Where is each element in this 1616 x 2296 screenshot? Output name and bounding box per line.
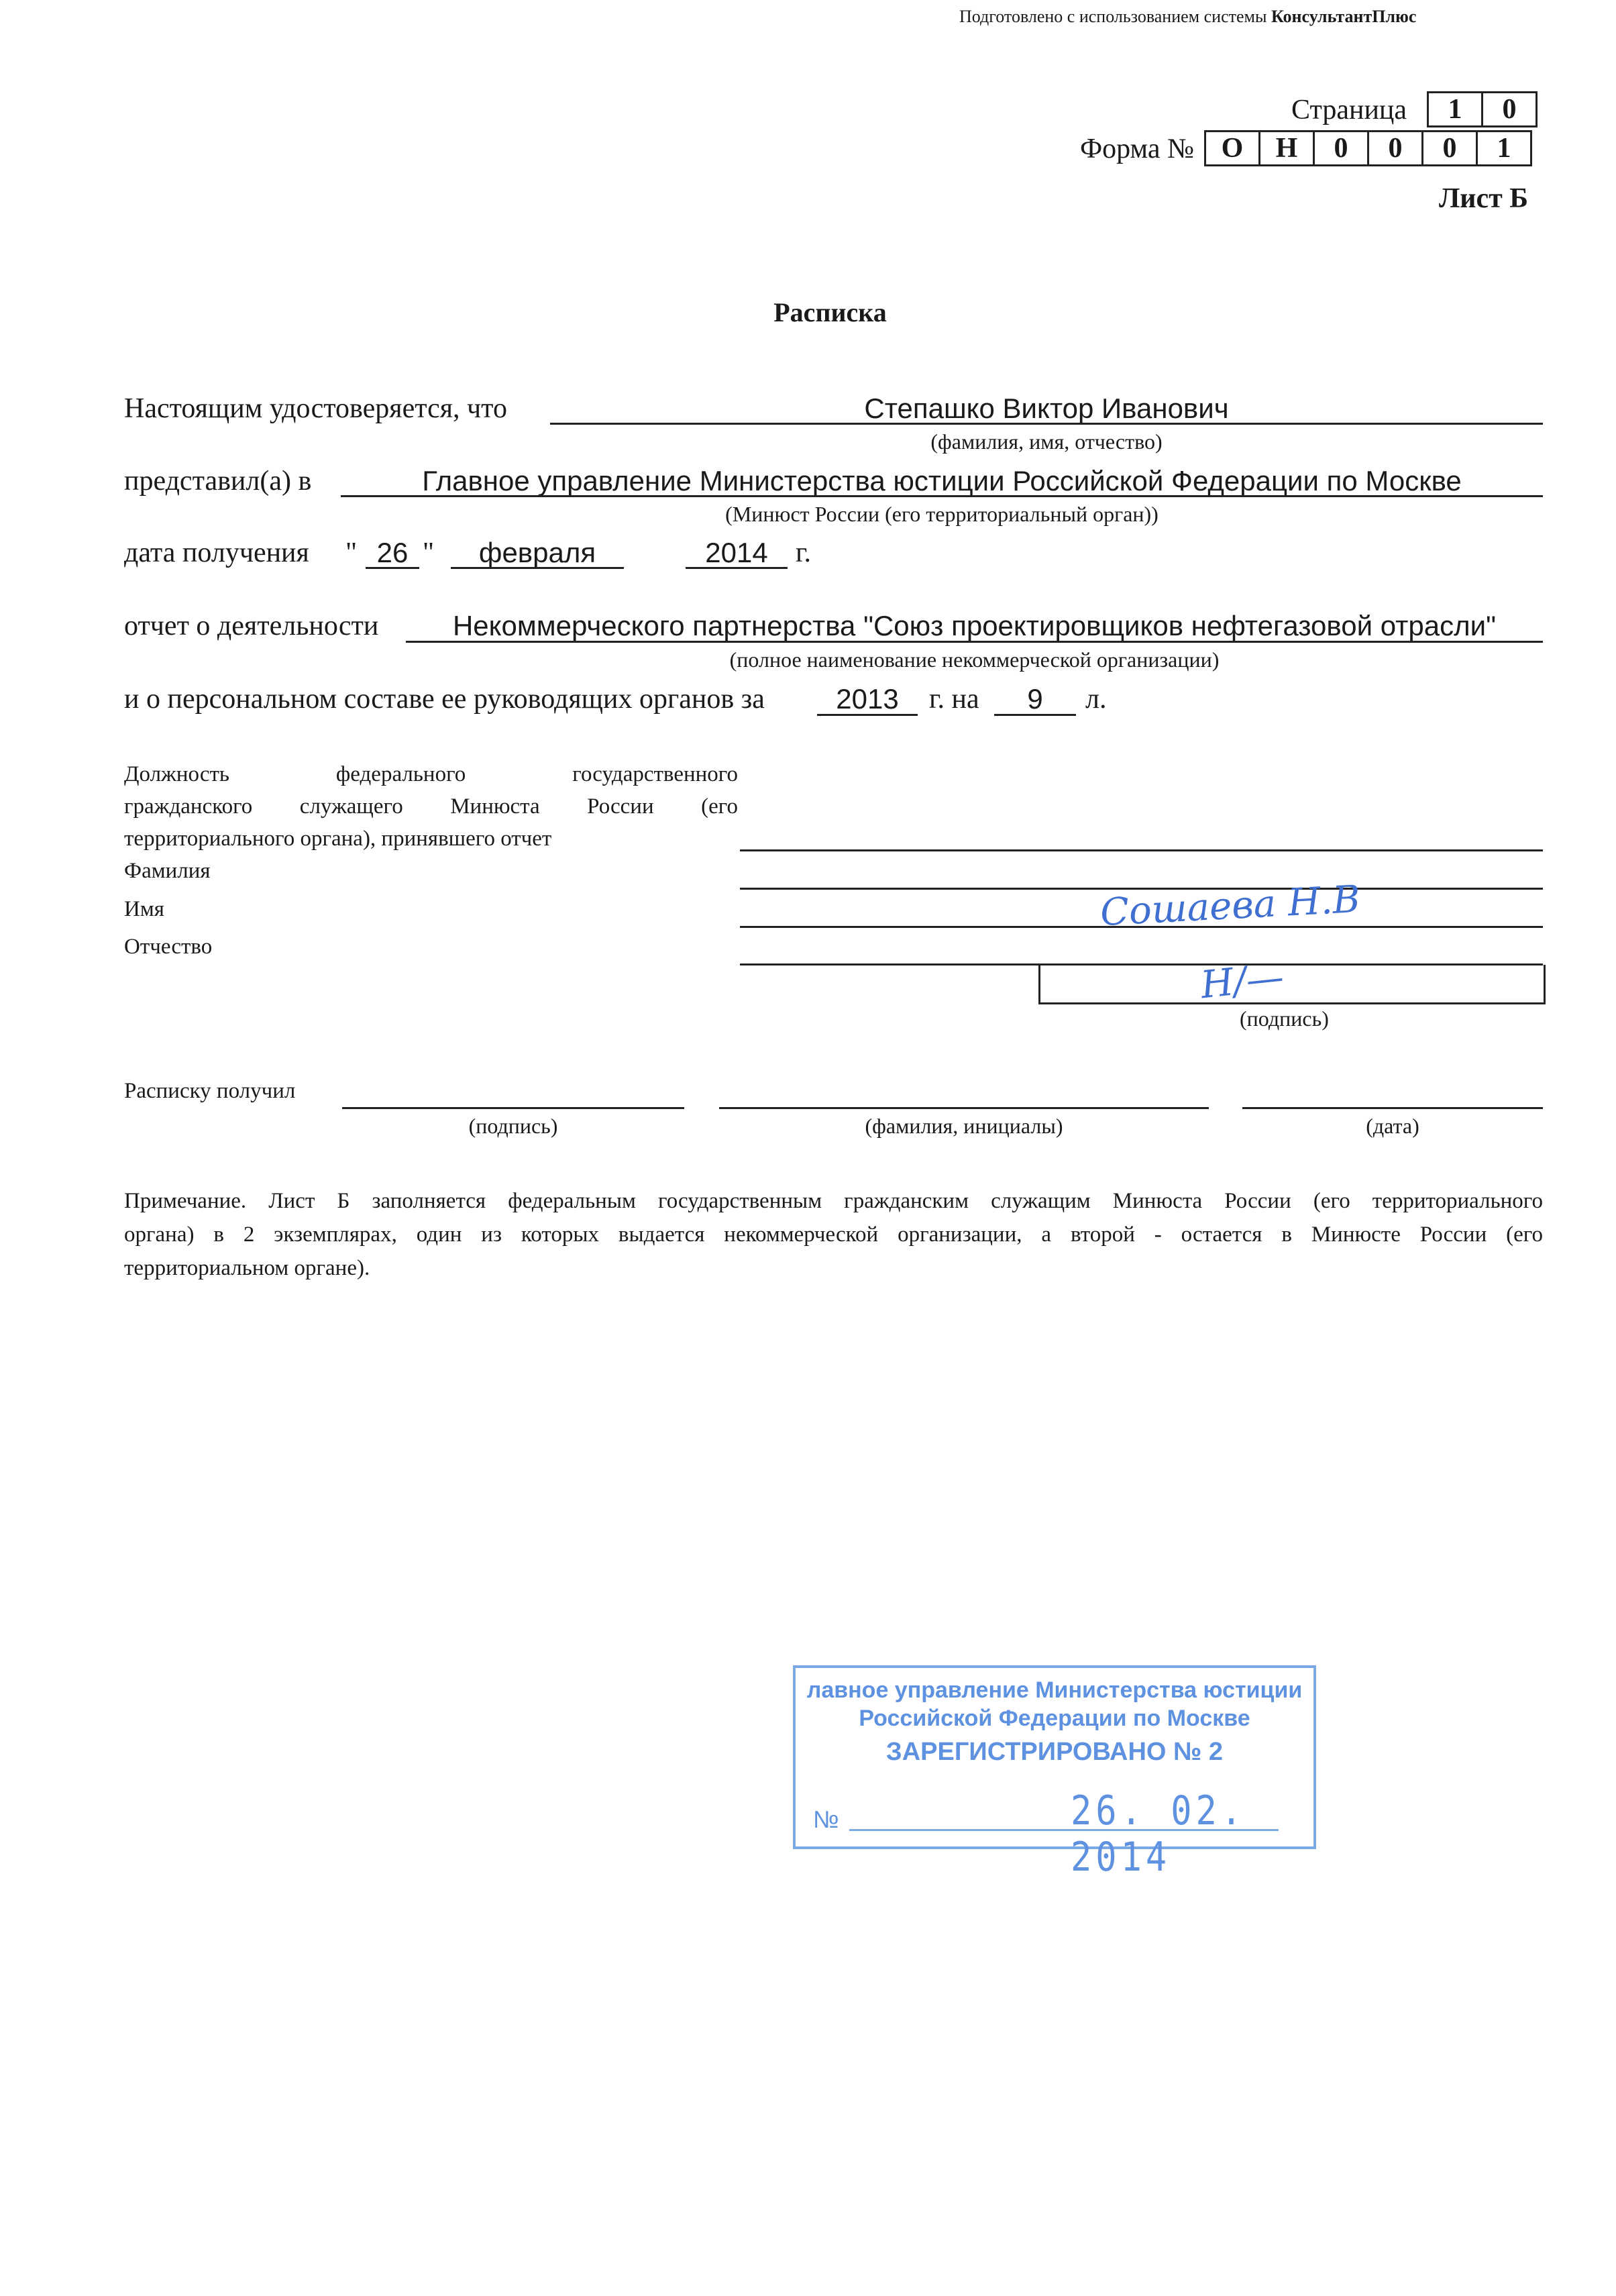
certify-label: Настоящим удостоверяется, что (124, 393, 507, 424)
form-char-box: О (1204, 130, 1260, 166)
registration-stamp (793, 1665, 1316, 1881)
report-label: отчет о деятельности (124, 611, 379, 641)
date-label: дата получения (124, 537, 309, 568)
form-number-label: Форма № (1080, 134, 1195, 164)
stamp-number-label: № (813, 1806, 839, 1833)
date-year-line (686, 567, 788, 569)
receipt-signature-line (342, 1107, 684, 1109)
sheets-count-line (994, 714, 1076, 716)
note-line: органа) в 2 экземплярах, один из которых выдается некоммерческой организации, а второй - остается в Минюсте России (его (124, 1222, 1543, 1247)
composition-label: и о персональном составе ее руководящих органов за (124, 684, 765, 715)
position-line: территориального органа), принявшего отчет (124, 827, 552, 851)
stamp-line-1: лавное управление Министерства юстиции (806, 1677, 1303, 1703)
received-label: Расписку получил (124, 1079, 296, 1103)
form-number-boxes (1206, 130, 1532, 166)
form-char-box: 0 (1421, 130, 1478, 166)
date-month-line (451, 567, 624, 569)
prepared-note (959, 7, 1416, 27)
official-signature: Н/— (1198, 955, 1286, 1008)
date-day-line (366, 567, 419, 569)
name-line (740, 926, 1543, 928)
sheets-suffix: л. (1085, 684, 1107, 715)
receipt-name-line (719, 1107, 1209, 1109)
form-char-box: Н (1258, 130, 1315, 166)
name-label: Имя (124, 897, 164, 921)
receipt-signature-caption: (подпись) (468, 1114, 558, 1138)
sheets-count-value: 9 (1027, 683, 1043, 715)
person-name-line (550, 423, 1543, 425)
official-position-label (124, 758, 738, 855)
form-char-box: 0 (1313, 130, 1369, 166)
year-na-label: г. на (929, 684, 979, 715)
authority-line (341, 495, 1543, 497)
patronymic-label: Отчество (124, 935, 213, 959)
date-year-value: 2014 (705, 537, 768, 568)
authority-value: Главное управление Министерства юстиции Российской Федерации по Москве (422, 465, 1462, 497)
page-digit-box: 0 (1481, 91, 1538, 127)
date-quote-close: " (423, 537, 435, 568)
authority-caption: (Минюст России (его территориальный орган)) (725, 502, 1159, 526)
stamp-line-2: Российской Федерации по Москве (859, 1706, 1250, 1731)
page-label: Страница (1291, 95, 1407, 125)
receipt-date-line (1242, 1107, 1543, 1109)
org-name-value: Некоммерческого партнерства "Союз проектировщиков нефтегазовой отрасли" (452, 610, 1497, 641)
stamp-date: 26. 02. 2014 (1071, 1788, 1246, 1881)
date-day-value: 26 (376, 537, 409, 568)
signature-box (1038, 965, 1546, 1004)
report-year-value: 2013 (836, 683, 899, 715)
date-quote-open: " (345, 537, 358, 568)
handwritten-official-name: Сошаева Н.В (1099, 877, 1362, 935)
submitted-label: представил(а) в (124, 466, 312, 497)
note-line: территориальном органе). (124, 1256, 370, 1280)
prepared-prefix: Подготовлено с использованием системы (959, 7, 1271, 26)
receipt-date-caption: (дата) (1366, 1114, 1419, 1138)
surname-label: Фамилия (124, 859, 211, 883)
sheet-label: Лист Б (1439, 183, 1529, 214)
form-char-box: 0 (1367, 130, 1423, 166)
person-caption: (фамилия, имя, отчество) (930, 429, 1163, 454)
receipt-name-caption: (фамилия, инициалы) (865, 1114, 1063, 1138)
date-month-value: февраля (478, 537, 596, 568)
person-name-value: Степашко Виктор Иванович (864, 393, 1229, 424)
page-digit-box: 1 (1427, 91, 1483, 127)
note-paragraph (124, 1184, 1543, 1285)
org-name-line (406, 641, 1543, 643)
position-line-field (740, 849, 1543, 851)
position-line: Должность федерального государственного (124, 762, 738, 786)
report-year-line (817, 714, 918, 716)
note-line: Примечание. Лист Б заполняется федеральным государственным гражданским служащим Минюста России (его территориального (124, 1189, 1543, 1213)
document-title: Расписка (773, 297, 887, 327)
date-year-suffix: г. (796, 537, 811, 568)
prepared-brand: КонсультантПлюс (1271, 7, 1417, 26)
form-char-box: 1 (1476, 130, 1532, 166)
official-signature-caption: (подпись) (1240, 1006, 1329, 1031)
stamp-line-3: ЗАРЕГИСТРИРОВАНО № 2 (885, 1738, 1224, 1766)
org-caption: (полное наименование некоммерческой организации) (729, 647, 1220, 672)
position-line: гражданского служащего Минюста России (его (124, 794, 738, 819)
page-number-boxes (1429, 91, 1538, 127)
